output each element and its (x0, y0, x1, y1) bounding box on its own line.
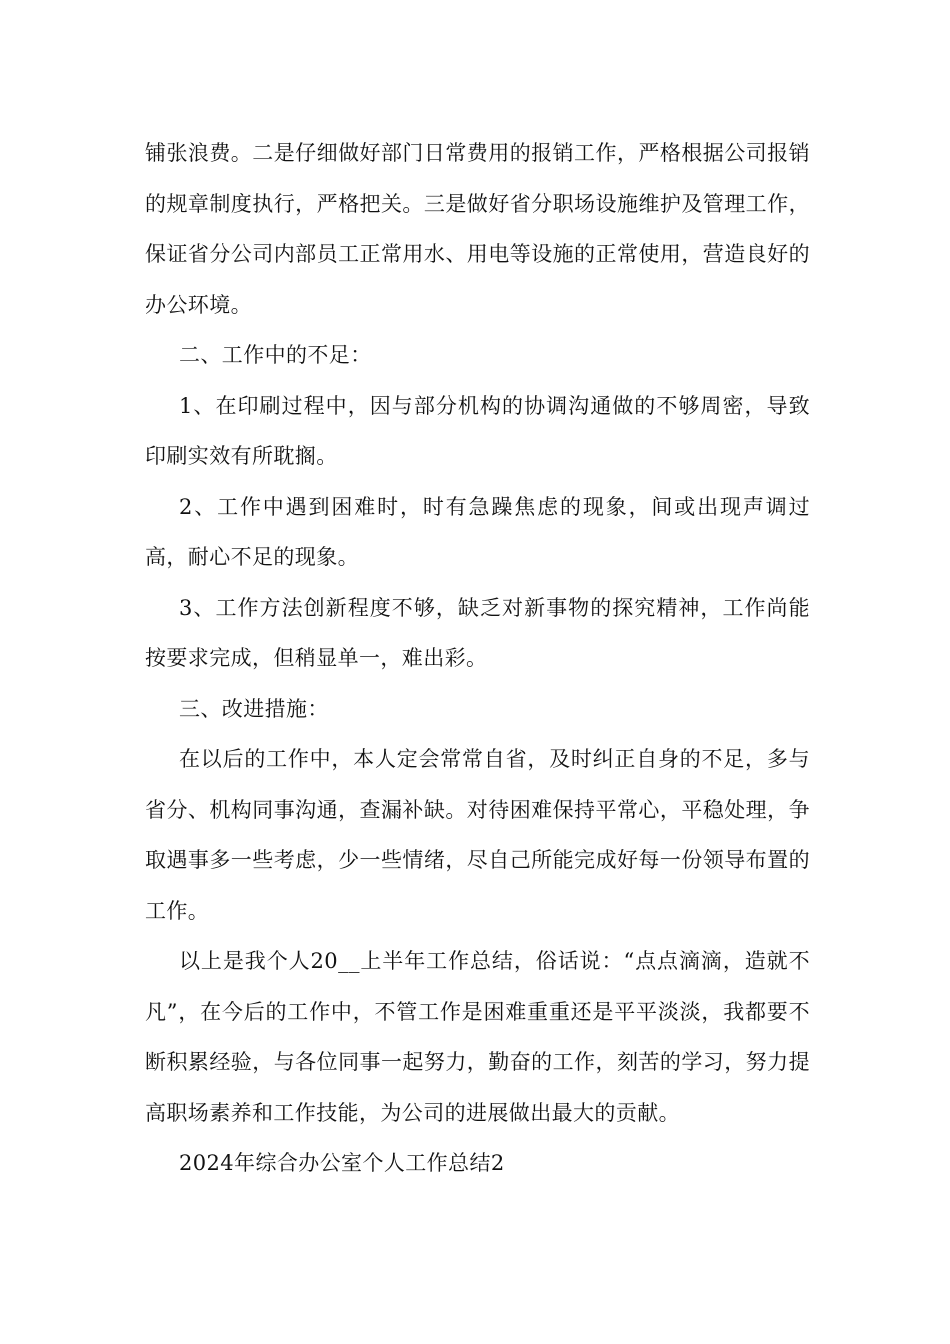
paragraph-improvement-measures: 在以后的工作中，本人定会常常自省，及时纠正自身的不足，多与省分、机构同事沟通，查漏补缺。对待困难保持平常心，平稳处理，争取遇事多一些考虑，少一些情绪，尽自己所能完成好每一份领导布置的工作。 (145, 747, 810, 923)
section-heading-shortcomings: 二、工作中的不足： (179, 343, 372, 367)
paragraph-shortcoming-1: 1、在印刷过程中，因与部分机构的协调沟通做的不够周密，导致印刷实效有所耽搁。 (145, 393, 810, 468)
paragraph-conclusion: 以上是我个人20__上半年工作总结，俗话说：“点点滴滴，造就不凡”，在今后的工作中，不管工作是困难重重还是平平淡淡，我都要不断积累经验，与各位同事一起努力，勤奋的工作，刻苦的学习，努力提高职场素养和工作技能，为公司的进展做出最大的贡献。 (145, 949, 810, 1125)
paragraph-expense-facilities: 铺张浪费。二是仔细做好部门日常费用的报销工作，严格根据公司报销的规章制度执行，严格把关。三是做好省分职场设施维护及管理工作，保证省分公司内部员工正常用水、用电等设施的正常使用，营造良好的办公环境。 (145, 141, 810, 317)
paragraph-shortcoming-3: 3、工作方法创新程度不够，缺乏对新事物的探究精神，工作尚能按要求完成，但稍显单一，难出彩。 (145, 595, 810, 670)
section-heading-improvements: 三、改进措施： (179, 696, 329, 721)
next-document-title: 2024年综合办公室个人工作总结2 (179, 1151, 505, 1175)
document-body (145, 128, 810, 1189)
paragraph-shortcoming-2: 2、工作中遇到困难时，时有急躁焦虑的现象，间或出现声调过高，耐心不足的现象。 (145, 494, 810, 569)
